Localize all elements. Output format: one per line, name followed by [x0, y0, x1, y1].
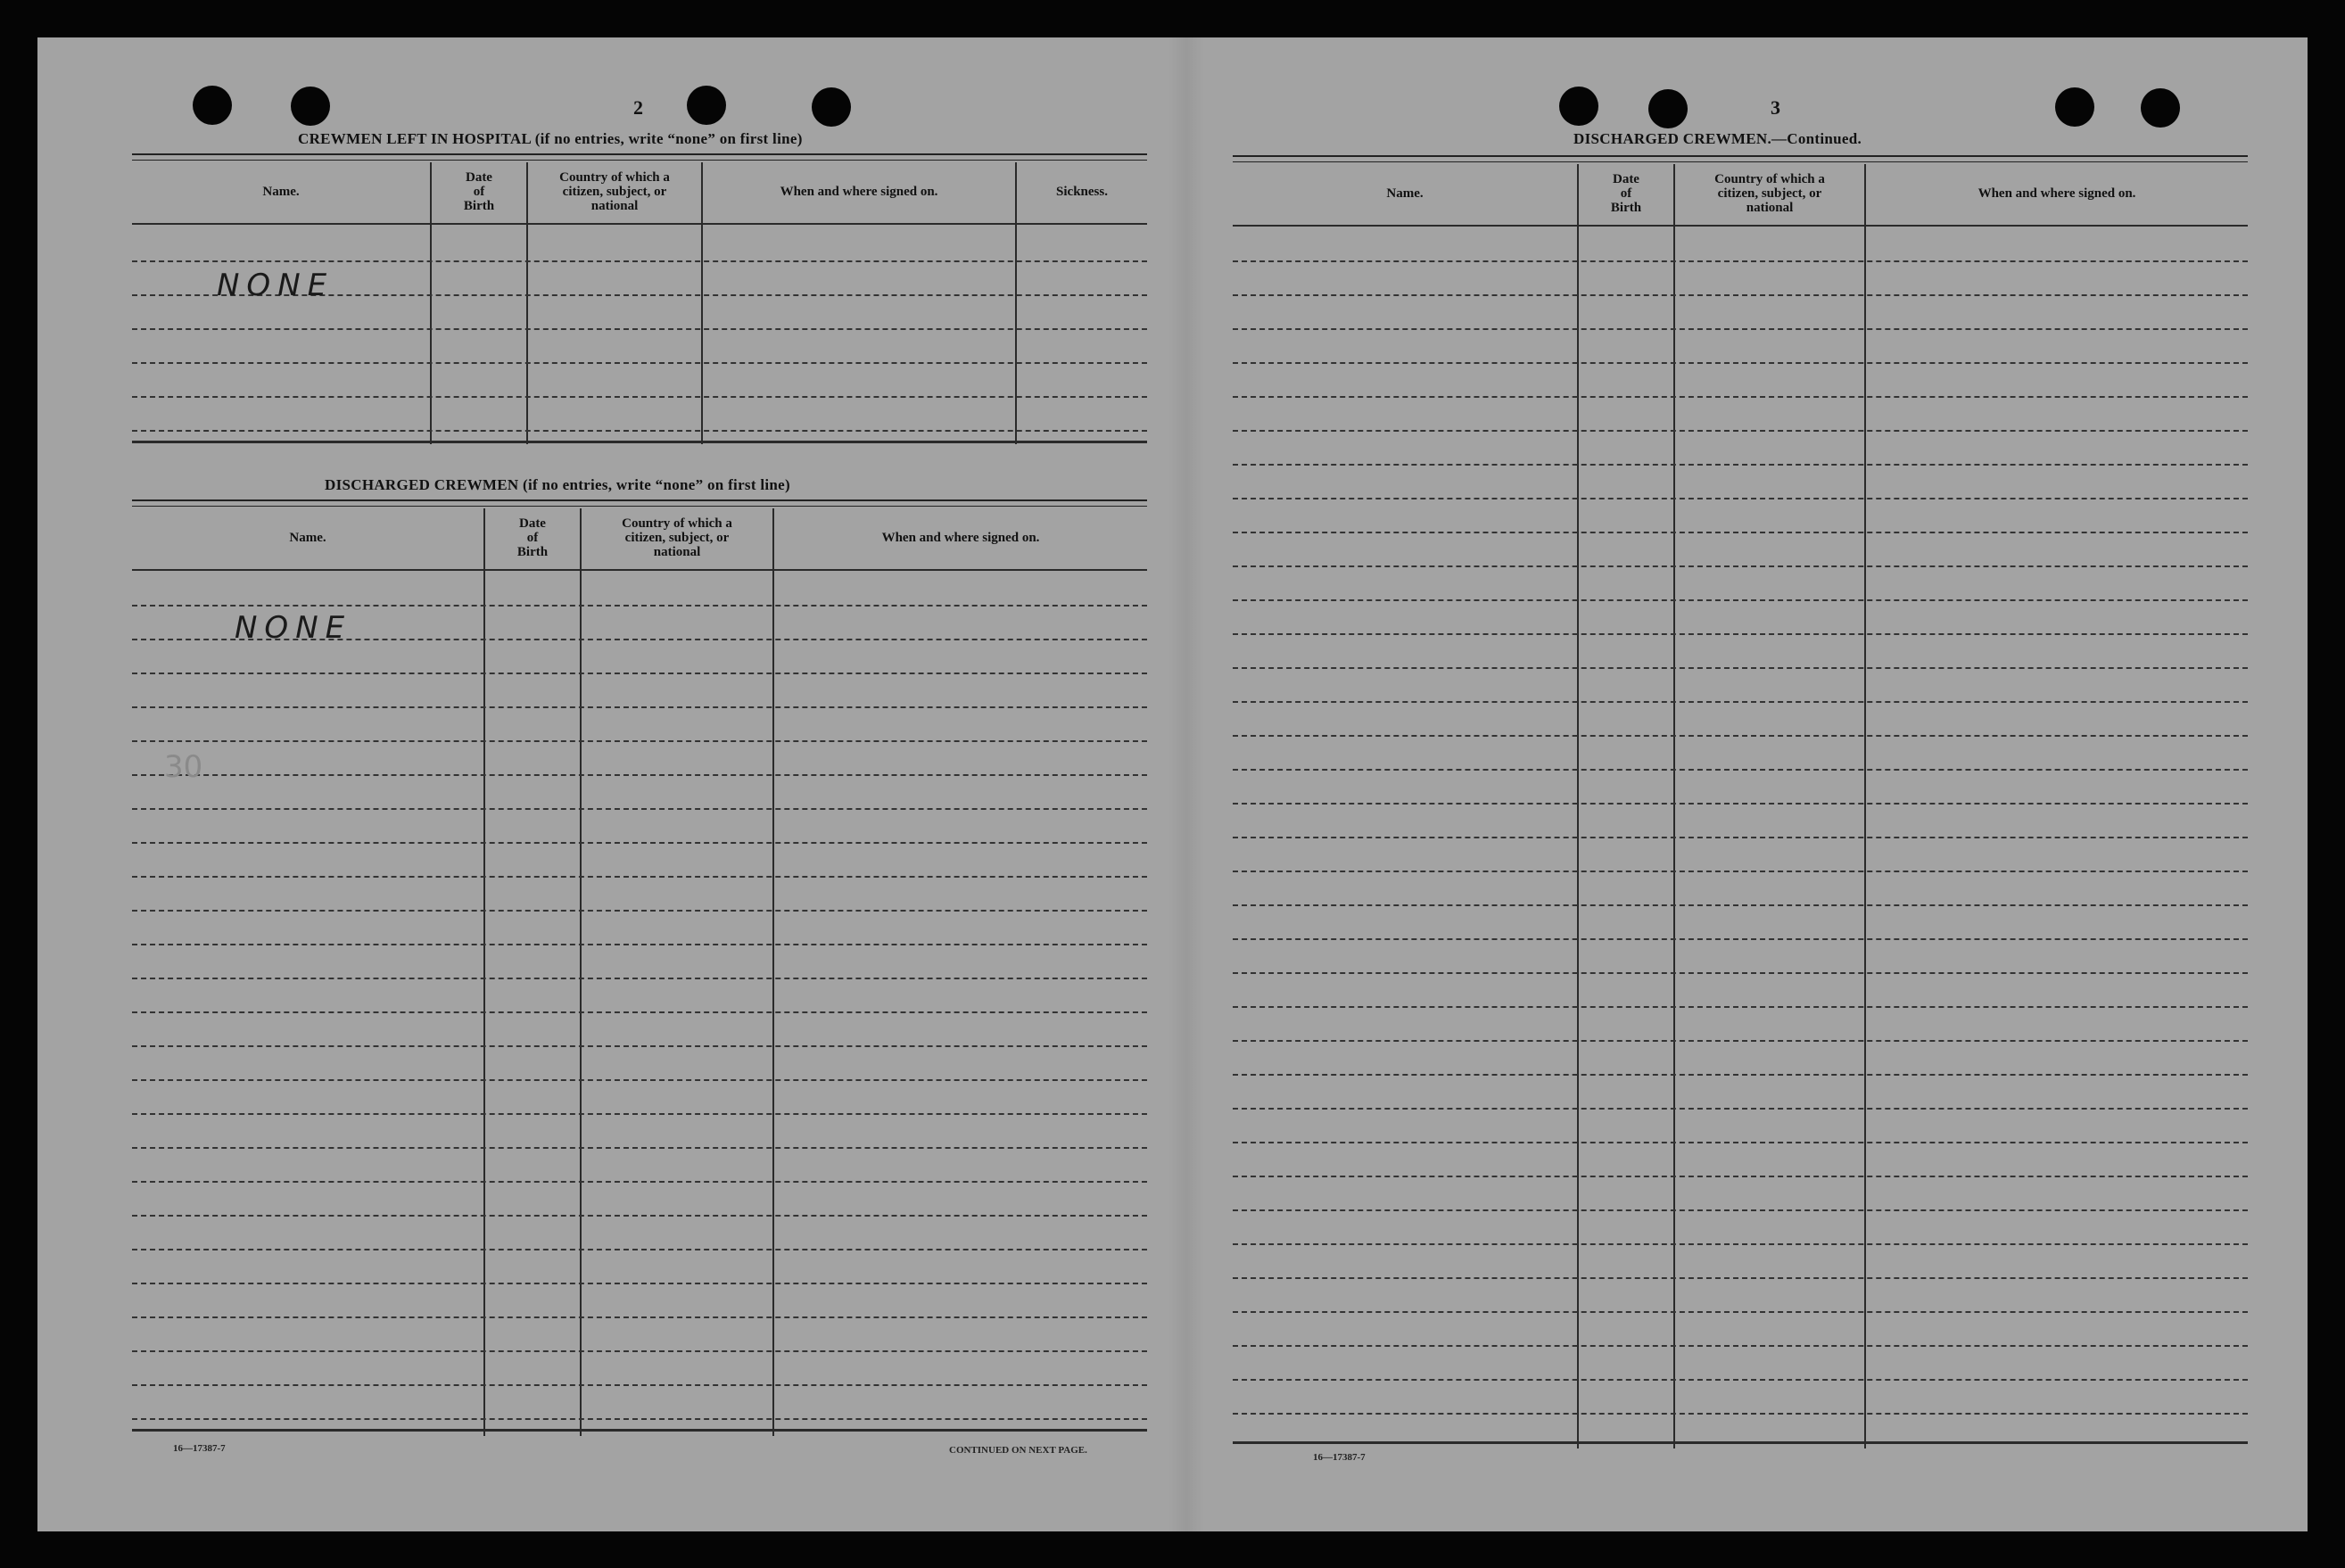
column-header-signed-on: When and where signed on.	[780, 185, 938, 200]
handwritten-entry: NONE	[217, 268, 334, 303]
ruled-line	[132, 1113, 1147, 1115]
ruled-line	[1233, 1006, 2248, 1008]
hospital-table	[132, 162, 1147, 444]
column-header-name: Name.	[262, 185, 300, 200]
ruled-line	[1233, 1379, 2248, 1381]
scanned-document	[37, 37, 2308, 1531]
discharged-section-title: DISCHARGED CREWMEN (if no entries, write “none” on first line)	[325, 476, 790, 493]
ruled-line	[132, 1147, 1147, 1149]
ruled-line	[1233, 1176, 2248, 1177]
punch-hole	[2055, 87, 2094, 127]
ruled-line	[132, 978, 1147, 979]
ruled-line	[132, 605, 1147, 607]
punch-hole	[1648, 89, 1688, 128]
ruled-line	[1233, 328, 2248, 330]
ruled-line	[132, 1079, 1147, 1081]
continued-note: CONTINUED ON NEXT PAGE.	[949, 1445, 1087, 1456]
ruled-line	[132, 740, 1147, 742]
ruled-line	[132, 1045, 1147, 1047]
ruled-line	[1233, 532, 2248, 533]
ruled-line	[132, 396, 1147, 398]
ruled-line	[132, 1181, 1147, 1183]
ruled-line	[1233, 837, 2248, 838]
ruled-line	[1233, 1142, 2248, 1143]
form-number: 16—17387-7	[173, 1443, 226, 1454]
ruled-line	[132, 944, 1147, 945]
handwritten-entry: NONE	[235, 610, 352, 646]
punch-hole	[2141, 88, 2180, 128]
ruled-line	[1233, 1277, 2248, 1279]
ruled-line	[1233, 599, 2248, 601]
column-header-date-of-birth: Date of Birth	[516, 516, 549, 559]
ruled-line	[132, 1249, 1147, 1250]
ruled-line	[132, 673, 1147, 674]
ruled-line	[132, 1283, 1147, 1284]
ruled-line	[132, 362, 1147, 364]
ruled-line	[132, 1215, 1147, 1217]
punch-hole	[193, 86, 232, 125]
column-header-signed-on: When and where signed on.	[881, 531, 1040, 546]
ruled-line	[1233, 430, 2248, 432]
ruled-line	[1233, 1209, 2248, 1211]
column-header-name: Name.	[1386, 186, 1424, 202]
ruled-line	[1233, 565, 2248, 567]
punch-hole	[687, 86, 726, 125]
ruled-line	[1233, 362, 2248, 364]
ruled-line	[1233, 1311, 2248, 1313]
ruled-line	[1233, 294, 2248, 296]
ruled-line	[1233, 498, 2248, 499]
page-number: 3	[1771, 96, 1780, 119]
column-header-country: Country of which a citizen, subject, or national	[622, 516, 732, 559]
ruled-line	[132, 808, 1147, 810]
column-header-sickness: Sickness.	[1056, 185, 1108, 200]
ruled-line	[132, 328, 1147, 330]
ruled-line	[132, 430, 1147, 432]
ruled-line	[1233, 701, 2248, 703]
ruled-line	[132, 706, 1147, 708]
ruled-line	[1233, 396, 2248, 398]
ruled-line	[1233, 871, 2248, 872]
ruled-line	[1233, 464, 2248, 466]
punch-hole	[1559, 87, 1598, 126]
discharged-table	[132, 508, 1147, 1436]
column-header-country: Country of which a citizen, subject, or national	[559, 170, 670, 213]
ruled-line	[1233, 735, 2248, 737]
ruled-line	[1233, 904, 2248, 906]
ruled-line	[132, 1384, 1147, 1386]
title-rule	[1233, 155, 2248, 162]
form-number: 16—17387-7	[1313, 1452, 1366, 1463]
column-header-country: Country of which a citizen, subject, or national	[1714, 172, 1825, 215]
ruled-line	[132, 1316, 1147, 1318]
ruled-line	[1233, 938, 2248, 940]
right-page	[1233, 37, 2303, 1531]
column-header-date-of-birth: Date of Birth	[463, 170, 495, 213]
column-header-signed-on: When and where signed on.	[1978, 186, 2136, 202]
punch-hole	[812, 87, 851, 127]
ruled-line	[1233, 260, 2248, 262]
page-number: 2	[633, 96, 643, 119]
column-header-name: Name.	[289, 531, 326, 546]
ruled-line	[1233, 1413, 2248, 1415]
ruled-line	[132, 1418, 1147, 1420]
column-header-date-of-birth: Date of Birth	[1610, 172, 1642, 215]
ruled-line	[1233, 769, 2248, 771]
left-page	[91, 37, 1161, 1531]
page-fold	[1168, 37, 1204, 1531]
ruled-line	[132, 774, 1147, 776]
ruled-line	[1233, 633, 2248, 635]
ruled-line	[1233, 667, 2248, 669]
title-rule	[132, 499, 1147, 507]
ruled-line	[1233, 1345, 2248, 1347]
margin-number: 30	[164, 749, 203, 785]
punch-hole	[291, 87, 330, 126]
ruled-line	[132, 876, 1147, 878]
ruled-line	[132, 1350, 1147, 1352]
ruled-line	[1233, 1074, 2248, 1076]
ruled-line	[1233, 803, 2248, 805]
ruled-line	[1233, 1040, 2248, 1042]
ruled-line	[1233, 972, 2248, 974]
discharged-continued-table	[1233, 164, 2248, 1448]
ruled-line	[132, 910, 1147, 912]
hospital-section-title: CREWMEN LEFT IN HOSPITAL (if no entries, write “none” on first line)	[298, 130, 803, 147]
ruled-line	[132, 260, 1147, 262]
ruled-line	[132, 842, 1147, 844]
discharged-continued-title: DISCHARGED CREWMEN.—Continued.	[1573, 130, 1862, 147]
ruled-line	[132, 1011, 1147, 1013]
ruled-line	[1233, 1108, 2248, 1110]
title-rule	[132, 153, 1147, 161]
ruled-line	[1233, 1243, 2248, 1245]
